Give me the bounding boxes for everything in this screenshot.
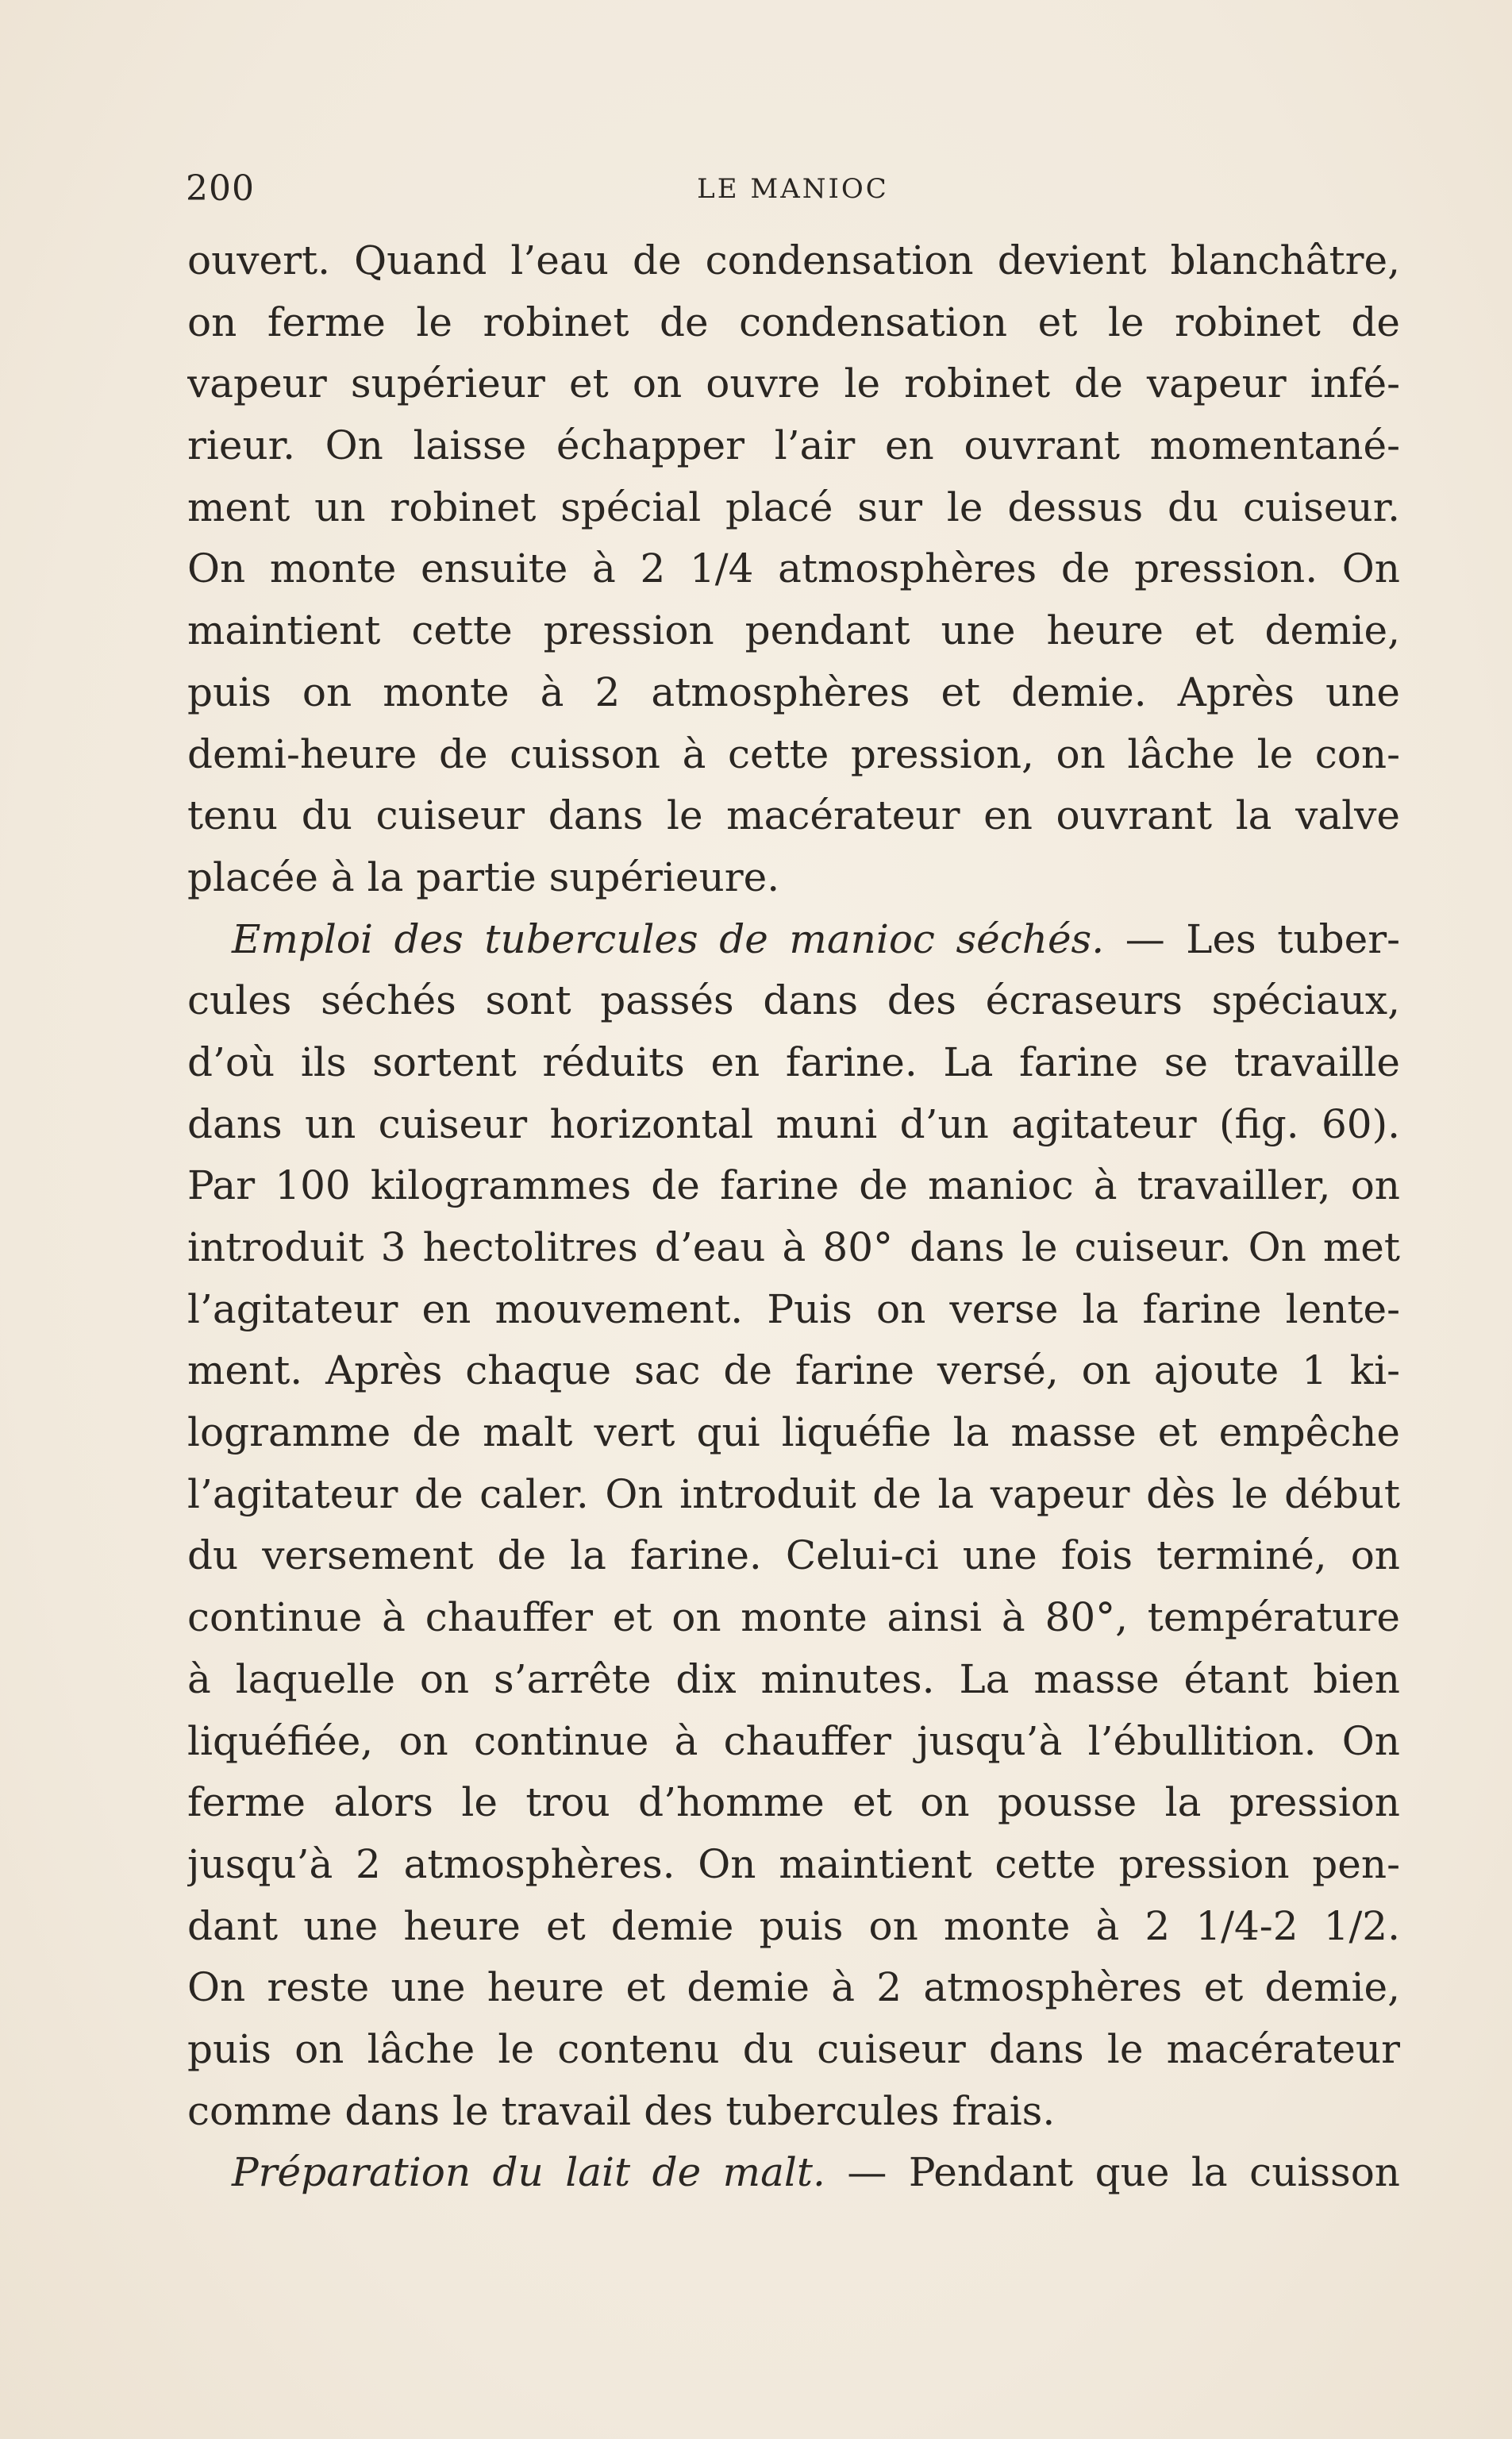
page-header (186, 165, 1400, 213)
text-line: ferme alors le trou d’homme et on pousse la pression (187, 1779, 1400, 1826)
text-line: logramme de malt vert qui liquéfie la masse et empêche (187, 1409, 1400, 1456)
text-line: tenu du cuiseur dans le macérateur en ouvrant la valve (187, 792, 1400, 839)
text-line: On monte ensuite à 2 1/4 atmosphères de pression. On (187, 545, 1400, 592)
text-line: puis on monte à 2 atmosphères et demie. Après une (187, 669, 1400, 715)
text-line: On reste une heure et demie à 2 atmosphères et demie, (187, 1964, 1400, 2011)
text-line: l’agitateur en mouvement. Puis on verse la farine lente- (187, 1285, 1400, 1332)
text-line: comme dans le travail des tubercules frais. (187, 2087, 1056, 2134)
text-line: maintient cette pression pendant une heure et demie, (187, 607, 1400, 654)
text-line: demi-heure de cuisson à cette pression, on lâche le con- (187, 730, 1400, 777)
text-line: ment un robinet spécial placé sur le dessus du cuiseur. (187, 484, 1400, 530)
text-line: dans un cuiseur horizontal muni d’un agitateur (fig. 60). (187, 1100, 1400, 1147)
text-line: l’agitateur de caler. On introduit de la vapeur dès le début (187, 1470, 1400, 1517)
text-line: vapeur supérieur et on ouvre le robinet de vapeur infé- (187, 360, 1400, 407)
text-line: liquéfiée, on continue à chauffer jusqu’à l’ébullition. On (187, 1717, 1400, 1764)
text-line: Par 100 kilogrammes de farine de manioc à travailler, on (187, 1162, 1400, 1209)
section-heading: Préparation du lait de malt. (232, 2149, 825, 2196)
heading-continuation: — Les tuber- (1104, 915, 1400, 962)
running-title: LE MANIOC (697, 173, 889, 205)
text-line: ment. Après chaque sac de farine versé, on ajoute 1 ki- (187, 1347, 1400, 1394)
section-heading: Emploi des tubercules de manioc séchés. (232, 915, 1105, 962)
paragraph-start-line (187, 909, 1400, 971)
text-line: placée à la partie supérieure. (187, 853, 780, 900)
heading-continuation: — Pendant que la cuisson (825, 2149, 1400, 2196)
text-line: du versement de la farine. Celui-ci une fois terminé, on (187, 1532, 1400, 1579)
text-line: cules séchés sont passés dans des écraseurs spéciaux, (187, 977, 1400, 1024)
text-line: d’où ils sortent réduits en farine. La farine se travaille (187, 1038, 1400, 1085)
page-number: 200 (186, 168, 255, 209)
text-line: jusqu’à 2 atmosphères. On maintient cette pression pen- (187, 1840, 1400, 1887)
paragraph-start-line (187, 2142, 1400, 2204)
text-line: introduit 3 hectolitres d’eau à 80° dans le cuiseur. On met (187, 1224, 1400, 1270)
text-line: dant une heure et demie puis on monte à 2 1/4-2 1/2. (187, 1902, 1400, 1949)
text-line: à laquelle on s’arrête dix minutes. La masse étant bien (187, 1655, 1400, 1702)
text-line: continue à chauffer et on monte ainsi à 80°, température (187, 1594, 1400, 1641)
body-text (187, 230, 1400, 2204)
text-line: rieur. On laisse échapper l’air en ouvrant momentané- (187, 422, 1400, 469)
text-line: ouvert. Quand l’eau de condensation devient blanchâtre, (187, 237, 1400, 283)
text-line: on ferme le robinet de condensation et le robinet de (187, 299, 1400, 345)
text-line: puis on lâche le contenu du cuiseur dans le macérateur (187, 2025, 1400, 2072)
